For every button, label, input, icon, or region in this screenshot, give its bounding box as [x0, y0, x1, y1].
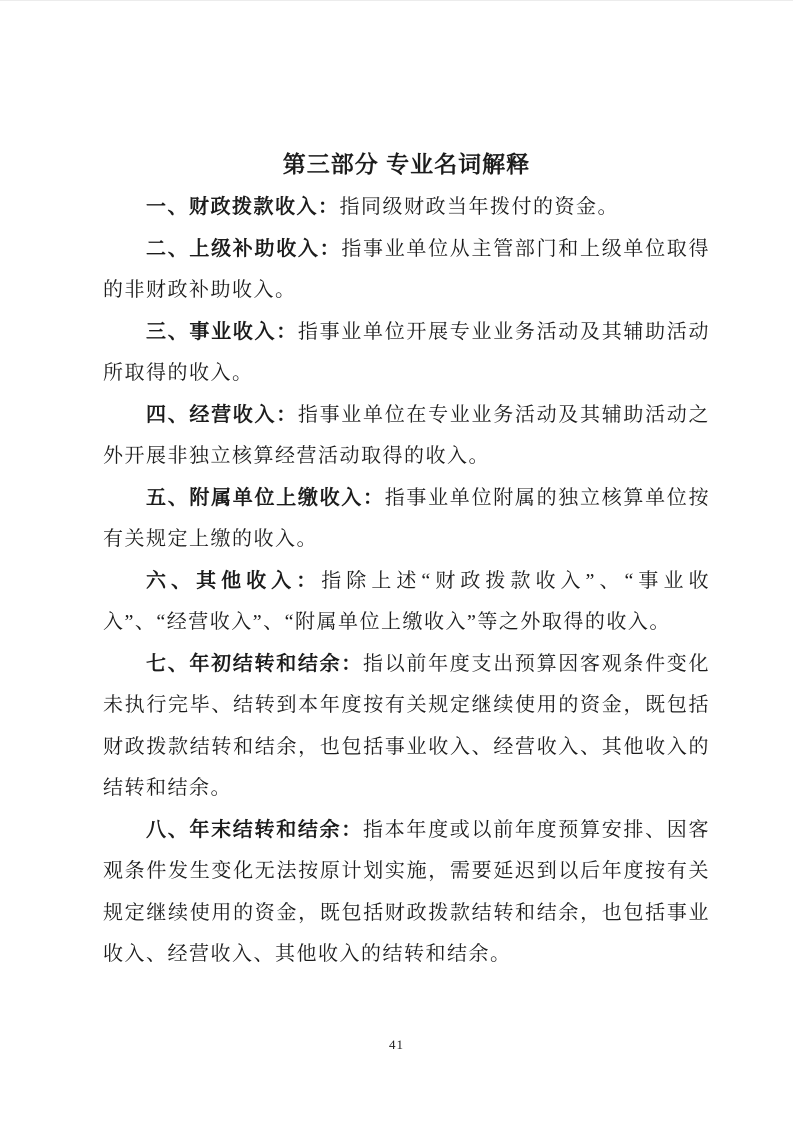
glossary-term: 六、其他收入：: [146, 569, 322, 592]
glossary-term: 一、财政拨款收入：: [146, 196, 340, 218]
glossary-item: [103, 561, 710, 644]
glossary-definition: 指除上述“财政拨款收入”、“事业收入”、“经营收入”、“附属单位上缴收入”等之外取得的收入。: [103, 569, 710, 633]
glossary-term: 三、事业收入：: [146, 320, 298, 343]
glossary-definition: 指事业单位在专业业务活动及其辅助活动之外开展非独立核算经营活动取得的收入。: [103, 403, 711, 467]
glossary-item: [103, 644, 710, 810]
page-content: [103, 143, 710, 976]
glossary-item: [103, 810, 710, 976]
glossary-term: 七、年初结转和结余：: [146, 652, 363, 675]
glossary-definition: 指本年度或以前年度预算安排、因客观条件发生变化无法按原计划实施，需要延迟到以后年度按有关规定继续使用的资金，既包括财政拨款结转和结余，也包括事业收入、经营收入、其他收入的结转和结余。: [103, 818, 710, 965]
glossary-definition: 指事业单位开展专业业务活动及其辅助活动所取得的收入。: [103, 320, 711, 384]
glossary-term: 五、附属单位上缴收入：: [146, 486, 385, 509]
glossary-term: 四、经营收入：: [146, 403, 298, 426]
glossary-item: [103, 229, 710, 312]
glossary-item: [103, 478, 710, 561]
glossary-definition: 指同级财政当年拨付的资金。: [339, 196, 619, 218]
glossary-definition: 指以前年度支出预算因客观条件变化未执行完毕、结转到本年度按有关规定继续使用的资金，既包括财政拨款结转和结余，也包括事业收入、经营收入、其他收入的结转和结余。: [103, 652, 710, 799]
page-number: 41: [389, 1037, 404, 1052]
glossary-item: [103, 312, 710, 395]
glossary-definition: 指事业单位从主管部门和上级单位取得的非财政补助收入。: [103, 237, 711, 301]
glossary-term: 二、上级补助收入：: [146, 237, 342, 260]
glossary-item: [103, 187, 710, 229]
glossary-item: [103, 395, 710, 478]
glossary-term: 八、年末结转和结余：: [146, 818, 363, 841]
glossary-definition: 指事业单位附属的独立核算单位按有关规定上缴的收入。: [103, 486, 711, 550]
page-title: 第三部分 专业名词解释: [282, 151, 531, 177]
